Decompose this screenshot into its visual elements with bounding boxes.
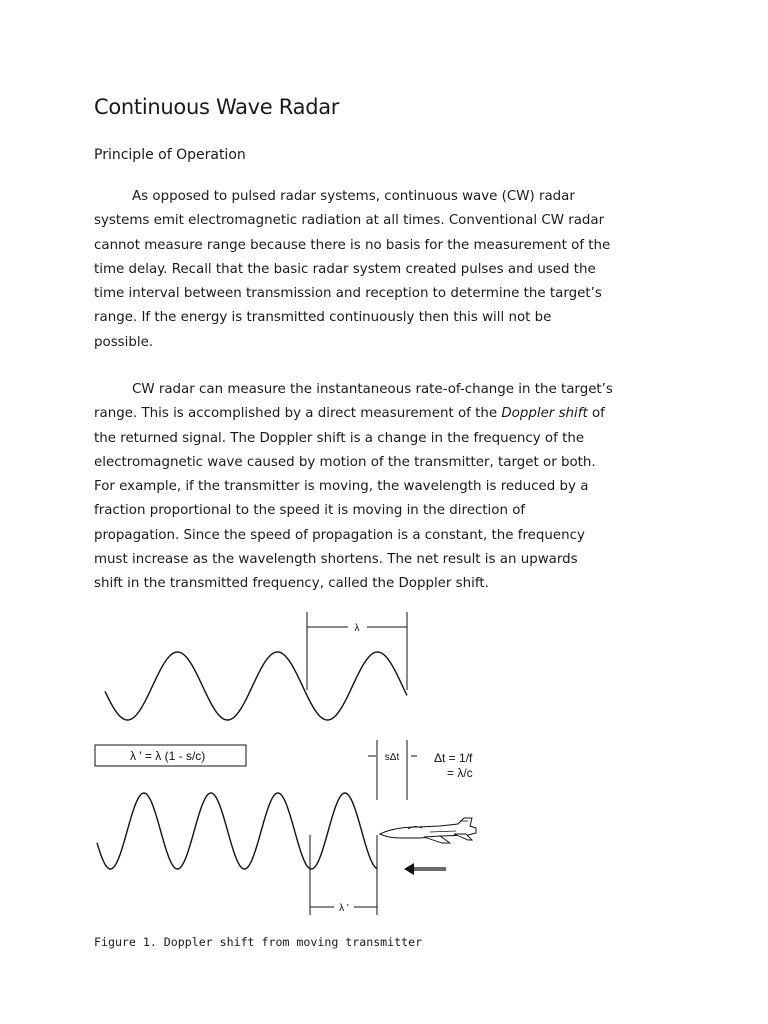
lambda-label: λ <box>354 623 360 634</box>
doppler-shift-figure <box>80 600 500 930</box>
paragraph-line: As opposed to pulsed radar systems, continuous wave (CW) radar <box>132 189 575 204</box>
paragraph-line: the returned signal. The Doppler shift is a change in the frequency of the <box>94 430 585 446</box>
formula-box <box>95 745 246 766</box>
paragraph-line: range. If the energy is transmitted continuously then this will not be <box>94 310 552 326</box>
jet-aircraft-icon <box>380 818 476 843</box>
emphasized-term: Doppler shift <box>501 406 588 422</box>
paragraph-line: possible. <box>94 334 154 350</box>
paragraph-line: time interval between transmission and reception to determine the target’s <box>94 286 602 302</box>
paragraph-text: of <box>587 406 605 422</box>
paragraph-line: For example, if the transmitter is moving, the wavelength is reduced by a <box>94 479 589 495</box>
s-delta-t-label: sΔt <box>384 752 400 763</box>
paragraph-line: propagation. Since the speed of propagation is a constant, the frequency <box>94 527 585 543</box>
lambda-marker <box>307 612 407 690</box>
delta-t-formula-1: Δt = 1/f <box>434 751 473 765</box>
paragraph-line: fraction proportional to the speed it is moving in the direction of <box>94 503 526 519</box>
original-wave <box>105 652 407 720</box>
left-arrow-icon <box>404 863 446 875</box>
document-title: Continuous Wave Radar <box>94 95 340 119</box>
s-delta-t-marker <box>368 740 417 800</box>
formula-text: λ ' = λ (1 - s/c) <box>130 749 206 763</box>
delta-t-formula-2: = λ/c <box>447 766 473 780</box>
figure-caption: Figure 1. Doppler shift from moving transmitter <box>94 935 423 949</box>
lambda-prime-label: λ ' <box>339 903 349 914</box>
paragraph-line: shift in the transmitted frequency, called the Doppler shift. <box>94 576 489 592</box>
paragraph-1 <box>94 185 674 355</box>
paragraph-line: electromagnetic wave caused by motion of the transmitter, target or both. <box>94 454 596 470</box>
paragraph-line: cannot measure range because there is no basis for the measurement of the <box>94 237 611 253</box>
shifted-wave <box>97 793 377 869</box>
paragraph-line: CW radar can measure the instantaneous rate-of-change in the target’s <box>132 382 613 397</box>
paragraph-line: time delay. Recall that the basic radar system created pulses and used the <box>94 261 596 277</box>
paragraph-2 <box>94 378 674 597</box>
paragraph-text: range. This is accomplished by a direct measurement of the <box>94 406 502 422</box>
paragraph-line: systems emit electromagnetic radiation at all times. Conventional CW radar <box>94 213 605 229</box>
paragraph-line <box>94 402 674 426</box>
paragraph-line: must increase as the wavelength shortens. The net result is an upwards <box>94 552 578 568</box>
section-heading: Principle of Operation <box>94 147 246 163</box>
